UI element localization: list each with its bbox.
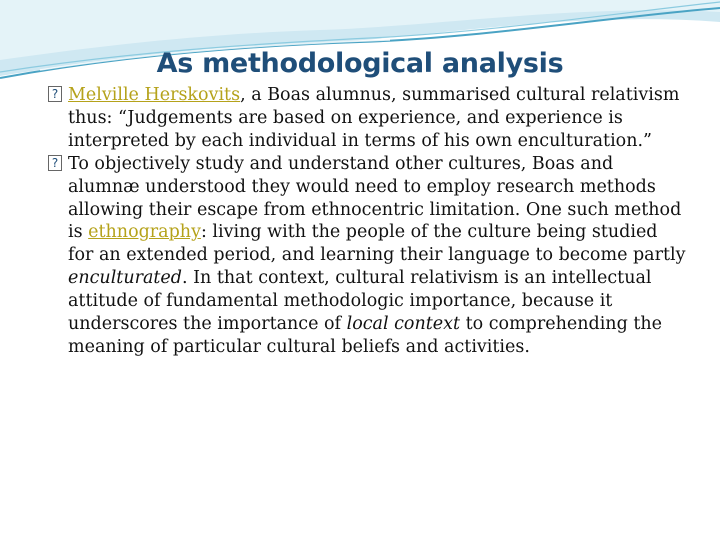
italic-term-enculturated: enculturated bbox=[68, 268, 182, 289]
bullet-marker-icon: ? bbox=[48, 86, 62, 102]
link-ethnography[interactable]: ethnography bbox=[88, 222, 201, 243]
slide-title: As methodological analysis bbox=[156, 48, 564, 79]
bullet-text: . In that context, cultural relativism is an intellectual attitude of fundamental methodologic importance, because it underscores the importance of bbox=[68, 268, 652, 335]
bullet-text: to comprehending the meaning of particular cultural beliefs and activities. bbox=[68, 314, 662, 357]
bullet-text: To objectively study and understand other cultures, Boas and alumnæ understood they would need to employ research methods allowing their escape from ethnocentric limitation. One such method is bbox=[68, 153, 682, 243]
italic-term-local-context: local context bbox=[346, 314, 461, 335]
bullet-item bbox=[48, 153, 688, 359]
bullet-marker-icon: ? bbox=[48, 155, 62, 171]
bullet-text: , a Boas alumnus, summarised cultural relativism thus: “Judgements are based on experience, and experience is interpreted by each individual in terms of his own enculturation.” bbox=[68, 85, 680, 151]
bullet-item bbox=[48, 84, 688, 153]
slide-body bbox=[48, 84, 688, 359]
link-melville-herskovits[interactable]: Melville Herskovits bbox=[68, 85, 241, 105]
bullet-text: : living with the people of the culture being studied for an extended period, and learning their language to become partly bbox=[68, 222, 686, 266]
